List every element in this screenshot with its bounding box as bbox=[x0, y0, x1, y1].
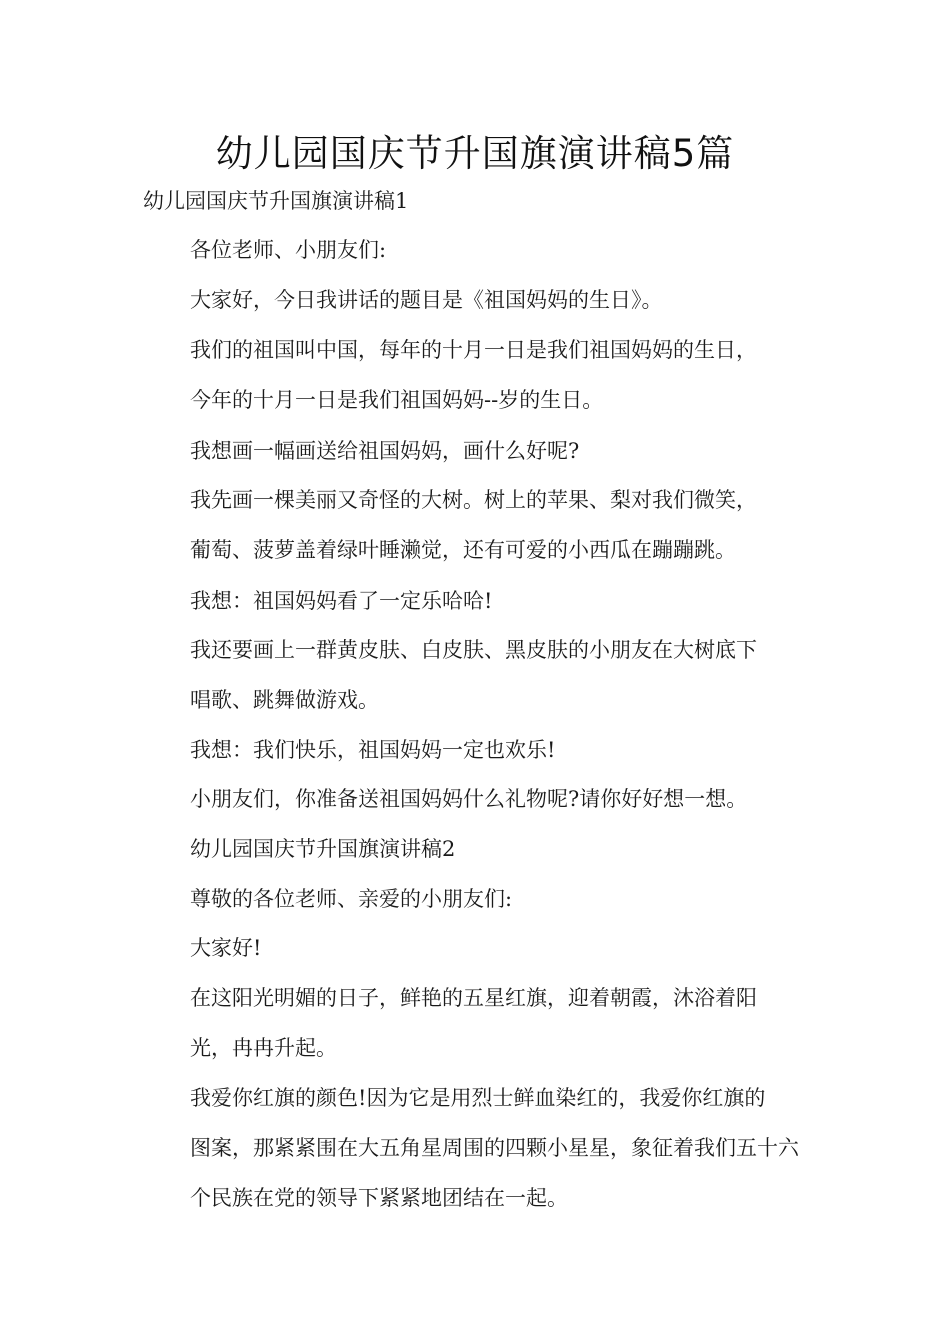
paragraph bbox=[143, 576, 813, 626]
paragraph bbox=[143, 923, 813, 973]
paragraph-line: 小朋友们，你准备送祖国妈妈什么礼物呢?请你好好想一想。 bbox=[190, 787, 748, 811]
paragraph-line: 光，冉冉升起。 bbox=[190, 1036, 337, 1060]
section-heading-1 bbox=[143, 176, 813, 226]
section-heading-2 bbox=[143, 824, 813, 874]
paragraph-line: 我想画一幅画送给祖国妈妈，画什么好呢? bbox=[190, 439, 580, 463]
paragraph bbox=[143, 1073, 813, 1223]
paragraph bbox=[143, 426, 813, 476]
paragraph bbox=[143, 225, 813, 275]
paragraph-line: 在这阳光明媚的日子，鲜艳的五星红旗，迎着朝霞，沐浴着阳 bbox=[190, 986, 757, 1010]
paragraph bbox=[143, 973, 813, 1073]
paragraph-line: 个民族在党的领导下紧紧地团结在一起。 bbox=[190, 1186, 568, 1210]
paragraph-line: 大家好! bbox=[190, 936, 262, 960]
paragraph bbox=[143, 325, 813, 425]
paragraph-line: 我爱你红旗的颜色!因为它是用烈士鲜血染红的，我爱你红旗的 bbox=[190, 1086, 766, 1110]
paragraph-line: 我想：祖国妈妈看了一定乐哈哈! bbox=[190, 589, 493, 613]
paragraph-line: 大家好，今日我讲话的题目是《祖国妈妈的生日》。 bbox=[190, 288, 663, 312]
paragraph-line: 图案，那紧紧围在大五角星周围的四颗小星星，象征着我们五十六 bbox=[190, 1136, 799, 1160]
paragraph-line: 今年的十月一日是我们祖国妈妈--岁的生日。 bbox=[190, 388, 604, 412]
paragraph bbox=[143, 874, 813, 924]
paragraph-line: 幼儿园国庆节升国旗演讲稿2 bbox=[190, 837, 456, 861]
paragraph-line: 我们的祖国叫中国，每年的十月一日是我们祖国妈妈的生日， bbox=[190, 338, 757, 362]
paragraph-line: 我想：我们快乐，祖国妈妈一定也欢乐! bbox=[190, 738, 556, 762]
paragraph-line: 尊敬的各位老师、亲爱的小朋友们: bbox=[190, 887, 513, 911]
document-title: 幼儿园国庆节升国旗演讲稿5篇 bbox=[215, 132, 735, 175]
paragraph bbox=[143, 774, 813, 824]
paragraph bbox=[143, 625, 813, 725]
paragraph bbox=[143, 725, 813, 775]
paragraph-line: 各位老师、小朋友们: bbox=[190, 238, 387, 262]
paragraph bbox=[143, 275, 813, 325]
paragraph-line: 我先画一棵美丽又奇怪的大树。树上的苹果、梨对我们微笑， bbox=[190, 488, 757, 512]
paragraph-line: 葡萄、菠萝盖着绿叶睡濑觉，还有可爱的小西瓜在蹦蹦跳。 bbox=[190, 538, 736, 562]
paragraph-line: 唱歌、跳舞做游戏。 bbox=[190, 688, 379, 712]
paragraph-line: 我还要画上一群黄皮肤、白皮肤、黑皮肤的小朋友在大树底下 bbox=[190, 638, 757, 662]
paragraph-line: 幼儿园国庆节升国旗演讲稿1 bbox=[143, 189, 409, 213]
paragraph bbox=[143, 475, 813, 575]
